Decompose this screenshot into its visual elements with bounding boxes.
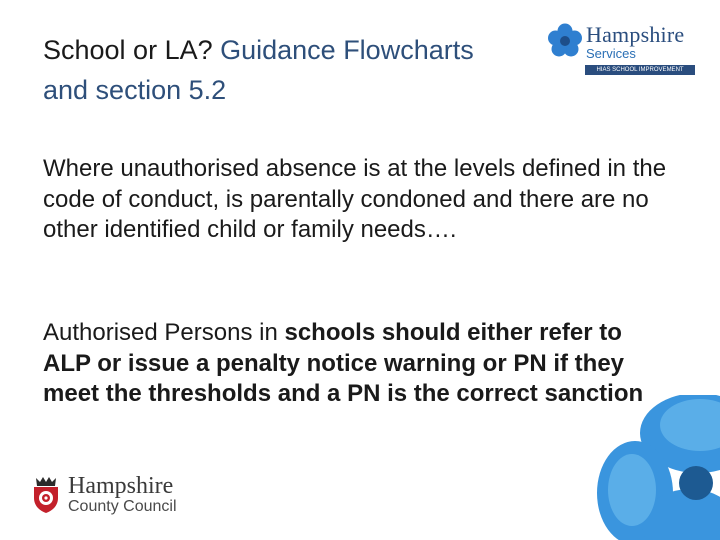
paragraph-2 — [43, 318, 663, 410]
paragraph-2-bold: schools should either refer to ALP or issue a penalty notice warning or PN if they meet the thresholds and a PN is the correct sanction — [43, 319, 644, 407]
hampshire-county-council-logo — [30, 474, 200, 520]
logo-top-strip: HIAS SCHOOL IMPROVEMENT — [585, 65, 695, 75]
logo-bottom-sub: County Council — [68, 498, 177, 515]
logo-top-sub: Services — [586, 46, 636, 61]
paragraph-2-normal: Authorised Persons in — [43, 319, 285, 346]
logo-top-name: Hampshire — [586, 22, 685, 47]
slide-title — [43, 30, 523, 110]
hampshire-services-logo — [546, 22, 698, 78]
title-part-1: School or LA? — [43, 35, 221, 65]
title-part-2: Guidance Flowcharts and section 5.2 — [43, 35, 474, 105]
paragraph-1: Where unauthorised absence is at the levels defined in the code of conduct, is parentally condoned and there are no other identified child or family needs…. — [43, 155, 667, 243]
flower-icon — [546, 22, 584, 60]
crest-icon — [30, 474, 62, 514]
large-flower-icon — [580, 395, 720, 540]
logo-bottom-name: Hampshire — [68, 473, 174, 499]
